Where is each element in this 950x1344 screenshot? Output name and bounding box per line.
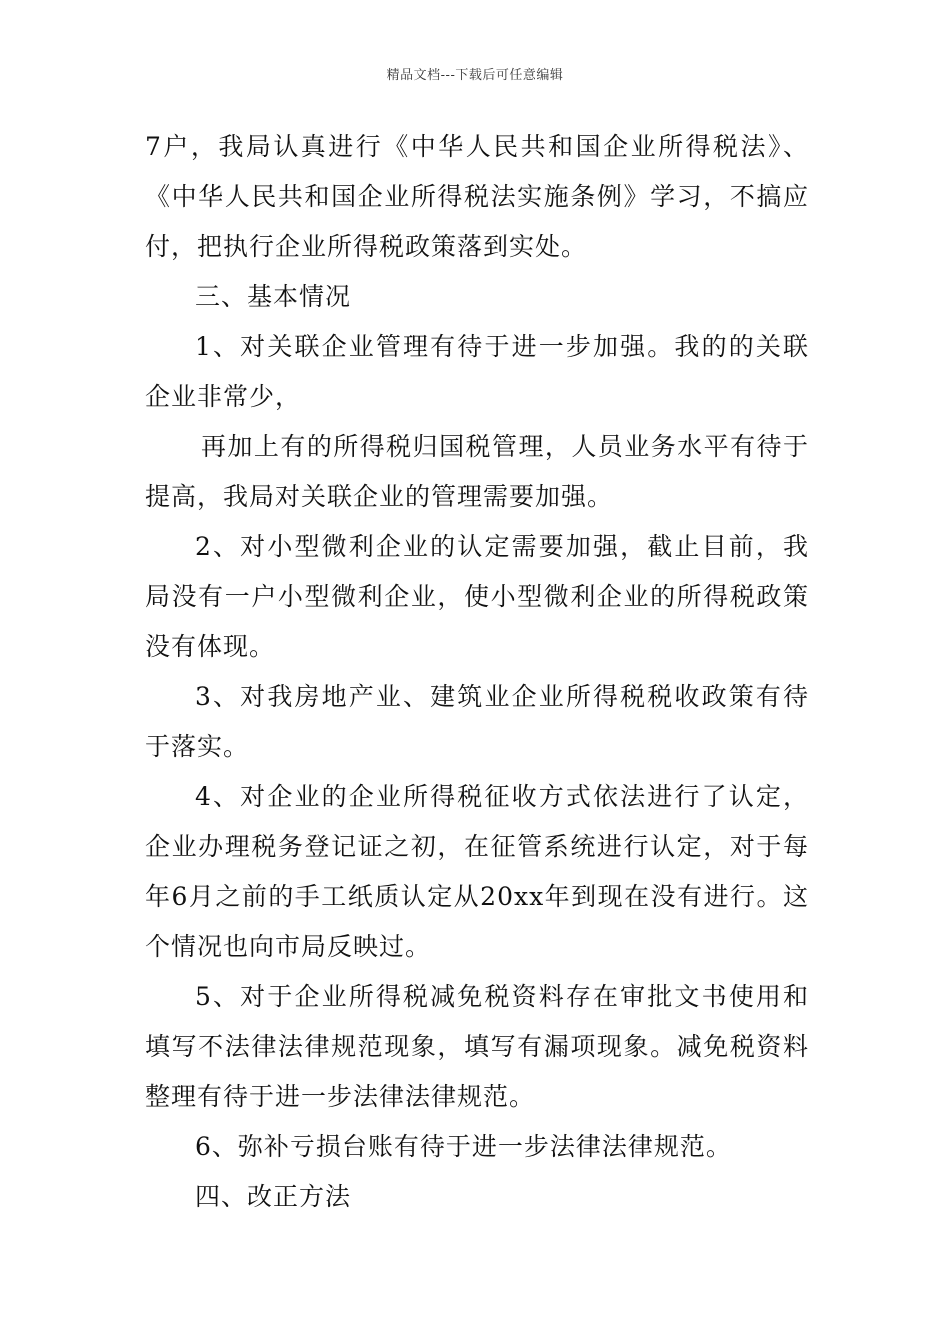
paragraph-item-2: 2、对小型微利企业的认定需要加强，截止目前，我局没有一户小型微利企业，使小型微利企业的所得税政策没有体现。 (145, 532, 809, 661)
paragraph-item-4: 4、对企业的企业所得税征收方式依法进行了认定，企业办理税务登记证之初，在征管系统进行认定，对于每年6月之前的手工纸质认定从20xx年到现在没有进行。这个情况也向市局反映过。 (145, 782, 809, 961)
paragraph-item-3: 3、对我房地产业、建筑业企业所得税税收政策有待于落实。 (145, 682, 809, 761)
paragraph-item-1-continued: 再加上有的所得税归国税管理，人员业务水平有待于提高，我局对关联企业的管理需要加强。 (145, 432, 809, 511)
section-heading-corrective-measures: 四、改正方法 (195, 1182, 352, 1211)
paragraph-item-6: 6、弥补亏损台账有待于进一步法律法律规范。 (195, 1132, 732, 1161)
page-header: 精品文档---下载后可任意编辑 (386, 68, 564, 83)
paragraph-continuation: 7户，我局认真进行《中华人民共和国企业所得税法》、《中华人民共和国企业所得税法实施条例》学习，不搞应付，把执行企业所得税政策落到实处。 (145, 132, 809, 261)
paragraph-item-5: 5、对于企业所得税减免税资料存在审批文书使用和填写不法律法律规范现象，填写有漏项现象。减免税资料整理有待于进一步法律法律规范。 (145, 982, 809, 1111)
section-heading-basic-situation: 三、基本情况 (195, 282, 352, 311)
document-body (145, 122, 809, 1222)
paragraph-item-1: 1、对关联企业管理有待于进一步加强。我的的关联企业非常少， (145, 332, 809, 411)
